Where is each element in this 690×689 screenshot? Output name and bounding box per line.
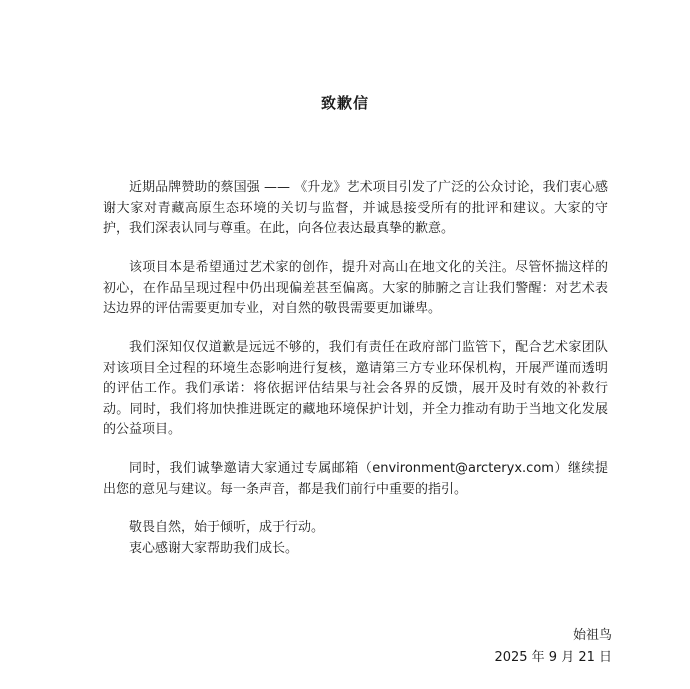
letter-title: 致歉信 bbox=[320, 94, 369, 112]
closing-block bbox=[103, 518, 608, 559]
closing-line-2: 衷心感谢大家帮助我们成长。 bbox=[129, 540, 299, 556]
closing-line-1: 敬畏自然，始于倾听，成于行动。 bbox=[129, 520, 325, 535]
signature-date: 2025 年 9 月 21 日 bbox=[494, 650, 612, 665]
paragraph-3: 我们深知仅仅道歉是远远不够的，我们有责任在政府部门监管下，配合艺术家团队对该项目全过程的环境生态影响进行复核，邀请第三方专业环保机构，开展严谨而透明的评估工作。我们承诺：将依据评估结果与社会各界的反馈，展开及时有效的补救行动。同时，我们将加快推进既定的藏地环境保护计划，并全力推动有助于当地文化发展的公益项目。 bbox=[103, 340, 608, 437]
paragraph-4: 同时，我们诚挚邀请大家通过专属邮箱（environment@arcteryx.com）继续提出您的意见与建议。每一条声音，都是我们前行中重要的指引。 bbox=[103, 461, 608, 497]
paragraph-1: 近期品牌赞助的蔡国强 —— 《升龙》艺术项目引发了广泛的公众讨论，我们衷心感谢大家对青藏高原生态环境的关切与监督，并诚恳接受所有的批评和建议。大家的守护，我们深表认同与尊重。在此，向各位表达最真挚的歉意。 bbox=[103, 180, 608, 236]
paragraph-2: 该项目本是希望通过艺术家的创作，提升对高山在地文化的关注。尽管怀揣这样的初心，在作品呈现过程中仍出现偏差甚至偏离。大家的肺腑之言让我们警醒：对艺术表达边界的评估需要更加专业，对自然的敬畏需要更加谦卑。 bbox=[103, 260, 608, 316]
signature-name: 始祖鸟 bbox=[572, 628, 612, 643]
